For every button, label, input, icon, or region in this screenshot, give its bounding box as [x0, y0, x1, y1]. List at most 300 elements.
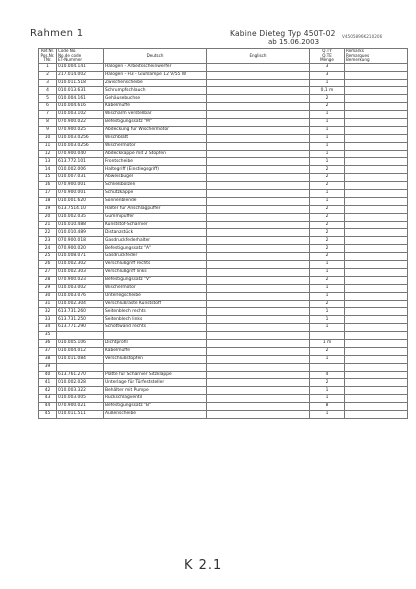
cell-english [207, 111, 310, 119]
cell-pos: 12 [39, 150, 57, 158]
cell-code: 010.003.0256 [57, 142, 104, 150]
col-remarks-header [345, 49, 408, 64]
cell-qty: 0,1 m [310, 87, 345, 95]
cell-pos: 22 [39, 229, 57, 237]
cell-deutsch: Gummipuffer [104, 213, 207, 221]
parts-table [38, 48, 408, 419]
cell-pos: 26 [39, 261, 57, 269]
table-row [39, 339, 408, 347]
table-row [39, 395, 408, 403]
col-pos-line-3: TNr. [43, 57, 52, 63]
table-row [39, 292, 408, 300]
cell-code: 613.771.290 [57, 324, 104, 332]
cell-qty: 2 [310, 182, 345, 190]
cell-qty: 2 [310, 300, 345, 308]
cell-deutsch: Dichtprofil [104, 339, 207, 347]
cell-code: 010.002.028 [57, 379, 104, 387]
cell-pos: 18 [39, 197, 57, 205]
cell-qty: 2 [310, 237, 345, 245]
table-row [39, 142, 408, 150]
table-row [39, 63, 408, 71]
cell-remarks [345, 221, 408, 229]
table-row [39, 300, 408, 308]
table-row [39, 197, 408, 205]
cell-deutsch: Gehäusebuchse [104, 95, 207, 103]
col-pos-line-1: Ref.Nr. [40, 48, 55, 53]
table-row [39, 158, 408, 166]
cell-pos: 36 [39, 339, 57, 347]
cell-deutsch: Befestigungssatz "V" [104, 276, 207, 284]
cell-code: 070.900.023 [57, 276, 104, 284]
cell-english [207, 253, 310, 261]
cell-pos: 27 [39, 268, 57, 276]
cell-code: 010.008.071 [57, 253, 104, 261]
cell-remarks [345, 363, 408, 371]
cell-remarks [345, 292, 408, 300]
table-row [39, 103, 408, 111]
col-qty-header [310, 49, 345, 64]
cell-code: 010.010.489 [57, 229, 104, 237]
cell-qty: 2 [310, 166, 345, 174]
cell-qty: 1 [310, 79, 345, 87]
cell-code: 613.731.250 [57, 316, 104, 324]
cell-remarks [345, 371, 408, 379]
cell-remarks [345, 316, 408, 324]
cell-qty: 1 [310, 324, 345, 332]
table-row [39, 387, 408, 395]
col-qty-line-1: Q.TY [322, 48, 332, 53]
table-row [39, 87, 408, 95]
cell-english [207, 403, 310, 411]
cell-pos: 40 [39, 371, 57, 379]
cell-pos: 9 [39, 126, 57, 134]
table-row [39, 229, 408, 237]
cell-deutsch: Schließbolzen [104, 182, 207, 190]
cell-deutsch: Verschlußstopfen [104, 355, 207, 363]
cell-deutsch: Seitenblech links [104, 316, 207, 324]
cell-qty: 2 [310, 221, 345, 229]
header-row [39, 49, 408, 64]
col-code-line-2: No.de code [58, 52, 82, 58]
cell-code: 070.900.001 [57, 182, 104, 190]
cell-deutsch: Halter für Anschlagpuffer [104, 205, 207, 213]
cell-pos: 24 [39, 245, 57, 253]
cell-remarks [345, 355, 408, 363]
cell-english [207, 284, 310, 292]
table-row [39, 284, 408, 292]
cell-code [57, 332, 104, 340]
cell-english [207, 166, 310, 174]
table-row [39, 174, 408, 182]
table-row [39, 221, 408, 229]
table-row [39, 363, 408, 371]
cell-qty: 4 [310, 371, 345, 379]
cell-code: 010.005.106 [57, 339, 104, 347]
cell-pos: 10 [39, 134, 57, 142]
cell-pos: 14 [39, 166, 57, 174]
cell-pos: 16 [39, 182, 57, 190]
cell-qty: 1 m [310, 339, 345, 347]
table-row [39, 134, 408, 142]
cell-code: 070.900.018 [57, 237, 104, 245]
cell-english [207, 237, 310, 245]
cell-english [207, 292, 310, 300]
cell-deutsch: Platte für Scharnier Sitzklappe [104, 371, 207, 379]
cell-english [207, 205, 310, 213]
col-deutsch-header: Deutsch [104, 49, 207, 64]
cell-remarks [345, 126, 408, 134]
cell-deutsch: Verschlußgriff rechts [104, 261, 207, 269]
cell-english [207, 316, 310, 324]
cell-deutsch: Außenscheibe [104, 410, 207, 418]
cell-english [207, 63, 310, 71]
cell-english [207, 324, 310, 332]
cell-qty: 3 [310, 71, 345, 79]
cell-pos: 20 [39, 213, 57, 221]
cell-english [207, 174, 310, 182]
cell-qty: 3 [310, 63, 345, 71]
cell-english [207, 410, 310, 418]
cell-deutsch: Befestigungssatz "A" [104, 245, 207, 253]
cell-deutsch: Rückschlagventil [104, 395, 207, 403]
cell-remarks [345, 213, 408, 221]
cell-deutsch: Befestigungssatz "B" [104, 403, 207, 411]
cell-pos: 44 [39, 403, 57, 411]
cell-deutsch: Verschlußraste Kunststoff [104, 300, 207, 308]
cell-deutsch: Unterlegscheibe [104, 292, 207, 300]
cell-pos: 21 [39, 221, 57, 229]
cell-remarks [345, 119, 408, 127]
cell-deutsch: Abweisbügel [104, 174, 207, 182]
cell-remarks [345, 387, 408, 395]
cell-deutsch: Abdeckkappe mit 2 Stopfen [104, 150, 207, 158]
cell-remarks [345, 166, 408, 174]
cell-pos: 1 [39, 63, 57, 71]
cell-remarks [345, 229, 408, 237]
cell-english [207, 126, 310, 134]
cell-qty: 1 [310, 261, 345, 269]
cell-pos: 33 [39, 316, 57, 324]
cell-code: 010.003.322 [57, 387, 104, 395]
cell-qty: 2 [310, 253, 345, 261]
table-row [39, 324, 408, 332]
col-english-header: Englisch [207, 49, 310, 64]
col-qty-line-3: Menge [320, 57, 334, 63]
table-row [39, 355, 408, 363]
cell-remarks [345, 324, 408, 332]
cell-pos: 28 [39, 276, 57, 284]
cell-english [207, 268, 310, 276]
cell-remarks [345, 134, 408, 142]
cell-remarks [345, 332, 408, 340]
cell-code: 010.011.084 [57, 355, 104, 363]
cell-code: 010.003.102 [57, 111, 104, 119]
cell-english [207, 213, 310, 221]
cell-code: 010.003.002 [57, 284, 104, 292]
cell-qty: 1 [310, 119, 345, 127]
cell-qty: 1 [310, 410, 345, 418]
cell-pos: 41 [39, 379, 57, 387]
cell-qty: 1 [310, 190, 345, 198]
cell-qty: 1 [310, 355, 345, 363]
cell-qty: 2 [310, 276, 345, 284]
cell-english [207, 229, 310, 237]
cell-code: 010.002.302 [57, 261, 104, 269]
cell-pos: 6 [39, 103, 57, 111]
cell-qty: 1 [310, 111, 345, 119]
cell-qty: 2 [310, 205, 345, 213]
table-row [39, 261, 408, 269]
cell-qty: 1 [310, 292, 345, 300]
cell-pos: 5 [39, 95, 57, 103]
cell-pos: 34 [39, 324, 57, 332]
cell-code: 613.731.260 [57, 308, 104, 316]
table-row [39, 371, 408, 379]
cell-english [207, 71, 310, 79]
cell-english [207, 300, 310, 308]
cell-code: 010.002.006 [57, 166, 104, 174]
cell-code: 613.7514.10 [57, 205, 104, 213]
cell-qty: 2 [310, 95, 345, 103]
cell-code: 010.002.304 [57, 300, 104, 308]
cell-remarks [345, 276, 408, 284]
cell-deutsch: Sonnenblende [104, 197, 207, 205]
table-row [39, 213, 408, 221]
cell-remarks [345, 158, 408, 166]
cell-qty: 1 [310, 284, 345, 292]
cell-pos: 31 [39, 300, 57, 308]
cell-deutsch: Distanzstück [104, 229, 207, 237]
cell-remarks [345, 379, 408, 387]
cell-qty: 2 [310, 213, 345, 221]
cell-pos: 4 [39, 87, 57, 95]
cell-remarks [345, 403, 408, 411]
cell-pos: 11 [39, 142, 57, 150]
cell-qty: 2 [310, 245, 345, 253]
cell-code: 613.772.101 [57, 158, 104, 166]
cell-code: 070.900.020 [57, 245, 104, 253]
cell-english [207, 158, 310, 166]
cell-qty: 1 [310, 197, 345, 205]
table-row [39, 126, 408, 134]
cell-qty [310, 363, 345, 371]
cell-code: 010.004.012 [57, 347, 104, 355]
cell-english [207, 395, 310, 403]
table-row [39, 119, 408, 127]
cell-code: 613.761.270 [57, 371, 104, 379]
cell-remarks [345, 142, 408, 150]
cell-english [207, 339, 310, 347]
cell-qty: 2 [310, 103, 345, 111]
cell-qty: 1 [310, 150, 345, 158]
cell-pos: 2 [39, 71, 57, 79]
cell-code: 010.004.141 [57, 63, 104, 71]
table-row [39, 268, 408, 276]
cell-english [207, 103, 310, 111]
cell-remarks [345, 347, 408, 355]
cell-english [207, 95, 310, 103]
cell-english [207, 182, 310, 190]
cell-deutsch: Kabelmuffe [104, 103, 207, 111]
cell-code: 010.007.031 [57, 174, 104, 182]
cell-deutsch: Schrumpfschlauch [104, 87, 207, 95]
cell-pos: 19 [39, 205, 57, 213]
cell-pos: 15 [39, 174, 57, 182]
cell-english [207, 79, 310, 87]
cell-code: 010.003.076 [57, 292, 104, 300]
cell-remarks [345, 63, 408, 71]
cell-english [207, 87, 310, 95]
cell-deutsch: Abdeckung für Wischermotor [104, 126, 207, 134]
cabin-type: Kabine Dieteg Typ 450T-02 [230, 29, 336, 38]
cell-english [207, 134, 310, 142]
cell-remarks [345, 253, 408, 261]
table-row [39, 276, 408, 284]
cell-english [207, 355, 310, 363]
cell-english [207, 261, 310, 269]
cell-remarks [345, 190, 408, 198]
table-row [39, 190, 408, 198]
cell-remarks [345, 339, 408, 347]
cell-code: 070.900.021 [57, 403, 104, 411]
cell-code: 217.014.002 [57, 71, 104, 79]
cell-remarks [345, 197, 408, 205]
col-code-line-3: ET-Nummer [58, 57, 83, 63]
cell-deutsch: Wischermotor [104, 142, 207, 150]
cell-english [207, 379, 310, 387]
cell-qty: 1 [310, 316, 345, 324]
cell-pos: 7 [39, 111, 57, 119]
table-row [39, 71, 408, 79]
cell-remarks [345, 245, 408, 253]
table-row [39, 379, 408, 387]
col-pos-line-2: Pos.Nr. [40, 52, 55, 58]
parts-table-body [39, 63, 408, 418]
table-row [39, 205, 408, 213]
cell-remarks [345, 308, 408, 316]
col-qty-line-2: Q.TE [322, 52, 332, 58]
cell-english [207, 363, 310, 371]
cell-english [207, 347, 310, 355]
cell-code: 010.003.0256 [57, 134, 104, 142]
cell-qty: 1 [310, 126, 345, 134]
cell-remarks [345, 237, 408, 245]
cell-english [207, 119, 310, 127]
cell-pos: 13 [39, 158, 57, 166]
cell-qty: 1 [310, 395, 345, 403]
cell-remarks [345, 284, 408, 292]
cell-english [207, 308, 310, 316]
cell-deutsch: Unterlage für Türfeststeller [104, 379, 207, 387]
table-row [39, 79, 408, 87]
cell-english [207, 190, 310, 198]
cell-remarks [345, 111, 408, 119]
valid-from-date: ab 15.06.2003 [268, 38, 320, 46]
cell-code [57, 363, 104, 371]
col-code-header [57, 49, 104, 64]
table-row [39, 347, 408, 355]
col-code-line-1: Code No. [58, 48, 77, 53]
cell-pos: 32 [39, 308, 57, 316]
cell-qty [310, 332, 345, 340]
table-row [39, 253, 408, 261]
cell-code: 010.002.035 [57, 213, 104, 221]
cell-remarks [345, 174, 408, 182]
cell-deutsch: Kabelmuffe [104, 347, 207, 355]
cell-deutsch: Zwischenscheibe [104, 79, 207, 87]
document-number: V4505896K210206 [342, 34, 383, 39]
col-remarks-line-1: Remarks [346, 48, 364, 53]
cell-pos: 43 [39, 395, 57, 403]
cell-remarks [345, 268, 408, 276]
table-row [39, 245, 408, 253]
col-pos-header [39, 49, 57, 64]
cell-code: 010.002.303 [57, 268, 104, 276]
cell-remarks [345, 395, 408, 403]
cell-deutsch: Wischermotor [104, 284, 207, 292]
cell-qty: 1 [310, 134, 345, 142]
cell-english [207, 221, 310, 229]
page-title: Rahmen 1 [30, 28, 84, 39]
cell-pos: 8 [39, 119, 57, 127]
cell-pos: 25 [39, 253, 57, 261]
table-row [39, 237, 408, 245]
cell-english [207, 142, 310, 150]
table-row [39, 111, 408, 119]
table-row [39, 410, 408, 418]
cell-pos: 45 [39, 410, 57, 418]
cell-deutsch: Schutzkappe [104, 190, 207, 198]
cell-deutsch [104, 332, 207, 340]
cell-deutsch: Behälter mit Pumpe [104, 387, 207, 395]
table-row [39, 403, 408, 411]
cell-remarks [345, 410, 408, 418]
cell-english [207, 276, 310, 284]
cell-code: 010.011.518 [57, 79, 104, 87]
cell-pos: 35 [39, 332, 57, 340]
cell-deutsch: Frontscheibe [104, 158, 207, 166]
cell-code: 010.011.511 [57, 410, 104, 418]
cell-qty: 1 [310, 308, 345, 316]
cell-qty: 2 [310, 347, 345, 355]
cell-remarks [345, 103, 408, 111]
cell-pos: 3 [39, 79, 57, 87]
cell-qty: 1 [310, 268, 345, 276]
cell-qty: 8 [310, 403, 345, 411]
cell-remarks [345, 71, 408, 79]
cell-pos: 30 [39, 292, 57, 300]
cell-code: 010.013.631 [57, 87, 104, 95]
cell-remarks [345, 300, 408, 308]
cell-remarks [345, 95, 408, 103]
cell-deutsch [104, 363, 207, 371]
cell-deutsch: Haltegriff (Einstiegsgriff) [104, 166, 207, 174]
cell-pos: 42 [39, 387, 57, 395]
cell-qty: 2 [310, 229, 345, 237]
cell-english [207, 371, 310, 379]
table-row [39, 150, 408, 158]
table-row [39, 166, 408, 174]
table-row [39, 95, 408, 103]
cell-deutsch: Verschlußgriff links [104, 268, 207, 276]
col-remarks-line-2: Remarques [346, 52, 370, 58]
cell-remarks [345, 182, 408, 190]
cell-code: 010.003.005 [57, 395, 104, 403]
cell-deutsch: Halogen - Arbeitsscheinwerfer [104, 63, 207, 71]
col-remarks-line-3: Bemerkung [346, 57, 370, 63]
parts-table-header [39, 49, 408, 64]
table-row [39, 308, 408, 316]
